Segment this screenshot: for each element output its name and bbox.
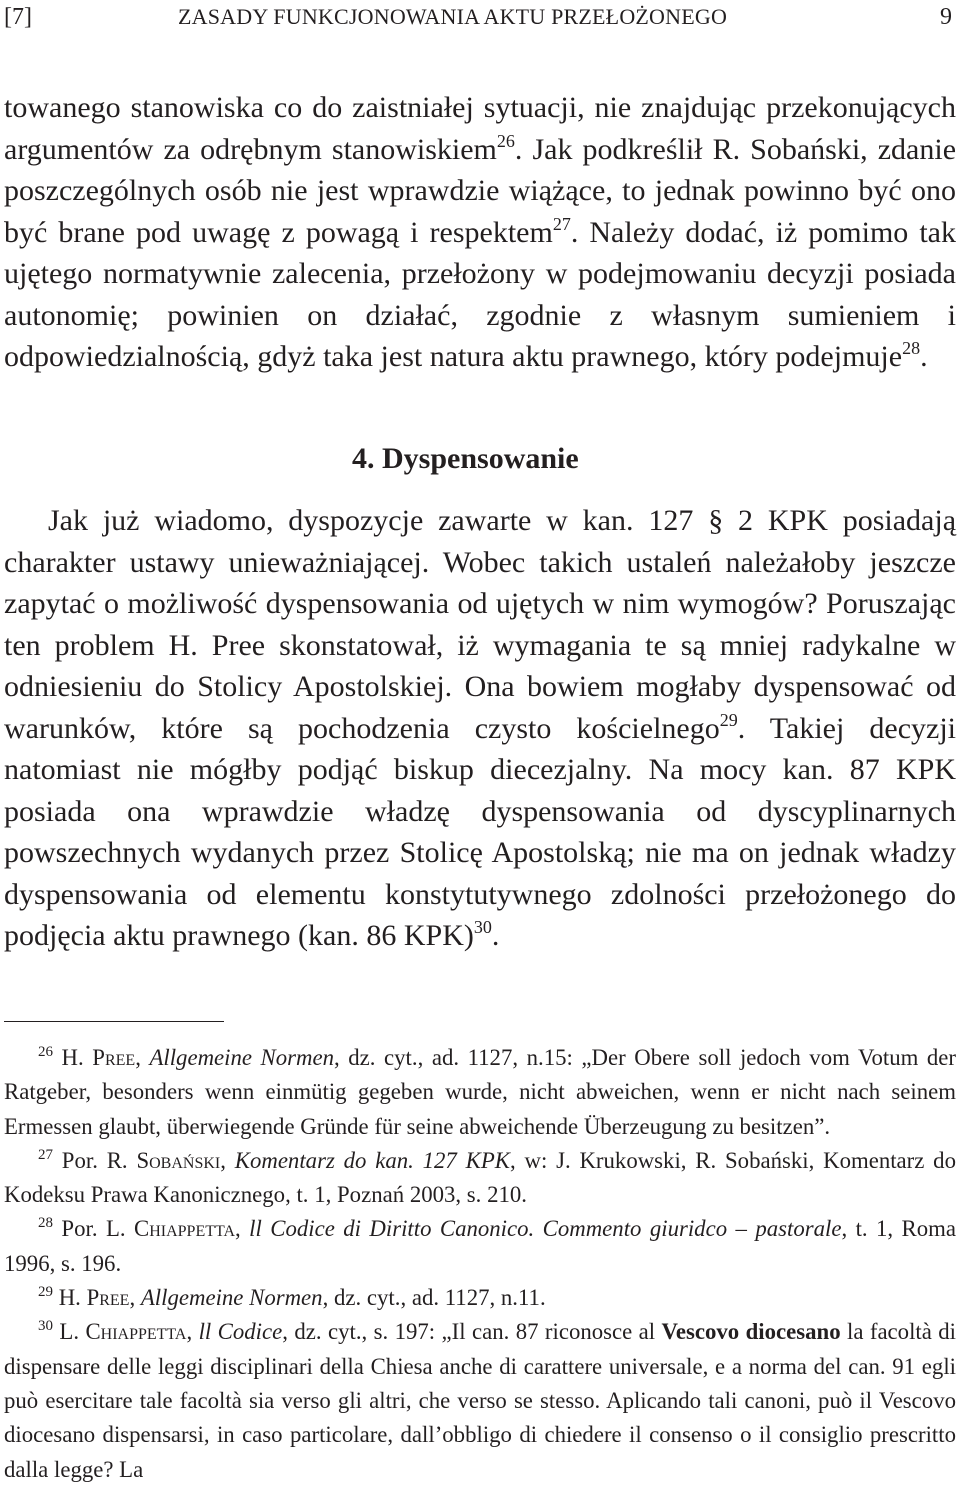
text-run: . Takiej decyzji natomiast nie mógłby podjąć biskup diecezjalny. Na mocy kan. 87 KPK posiada ona wprawdzie władzę dyspensowania od dyscyplinarnych powszechnych wydanych przez Stolicę Apostolską; nie ma on jednak władzy dyspensowania od elementu konstytutywnego zdolności przełożonego do podjęcia aktu prawnego (kan. 86 KPK) [4, 711, 956, 952]
text-run: towanego stanowiska co do zaistniałej sytuacji, nie znajdując przekonujących argumentów za odrębnym stanowiskiem [4, 91, 956, 166]
footnote-ref[interactable]: 30 [473, 917, 492, 937]
work-title: Allgemeine Normen [149, 1045, 335, 1070]
footnote-ref[interactable]: 26 [496, 130, 515, 151]
text-run: , [220, 1147, 235, 1173]
footnote-ref[interactable]: 29 [719, 709, 738, 730]
section-number: [7] [4, 4, 32, 30]
author-name: Chiappetta [85, 1319, 187, 1345]
text-run: , dz. cyt., ad. 1127, n.11. [322, 1285, 546, 1311]
footnote-29 [4, 1281, 956, 1315]
text-run: 2 KPK posiadają charakter ustawy unieważniającej. Wobec takich ustaleń należałoby jeszcze zapytać o możliwość dyspensowania od ujętych w nim wymogów? Poruszając ten problem H. Pree skonstatował, iż wymagania te są mniej radykalne w odniesieniu do Stolicy Apostolskiej. Ona bowiem mogłaby dyspensować od warunków, które są pochodzenia czysto kościelnego [4, 504, 957, 745]
work-title: Komentarz do kan. 127 KPK [234, 1147, 510, 1173]
text-run: . [920, 340, 928, 373]
author-name: Pree [86, 1285, 130, 1311]
section-sign: § [708, 504, 724, 537]
footnote-ref[interactable]: 27 [552, 213, 571, 234]
author-name: Chiappetta [134, 1216, 236, 1242]
work-title: Allgemeine Normen [140, 1285, 323, 1311]
footnote-ref[interactable]: 28 [902, 338, 921, 358]
text-run: , dz. cyt., ad. 1127, n.15: „Der Obere soll jedoch vom Votum der Ratgeber, besonders wenn einmütig gegeben wurde, nicht abweichen, wenn er nicht nach seinem Ermessen glaubt, überwiegende Gründe für seine abweichende Überzeugung zu besitzen”. [4, 1045, 957, 1139]
text-run: . Należy dodać, iż pomimo tak ujętego normatywnie zalecenia, przełożony w podejmowaniu decyzji posiada autonomię; powinien on działać, zgodnie z własnym sumieniem i odpowiedzialnością, gdyż taka jest natura aktu prawnego, który podejmuje [4, 215, 956, 373]
footnote-separator [4, 1021, 224, 1022]
footnote-number: 27 [38, 1146, 53, 1163]
text-run: la facoltà di dispensare delle leggi disciplinari della Chiesa anche di carattere universale, e a norma del can. 91 egli può esercitare tale facoltà sia verso gli altri, che verso se stesso. Aplicando tali canoni, può il Vescovo diocesano dispensarsi, in caso particolare, dall’obbligo di chiedere il consenso o il consiglio prescritto dalla legge? La [4, 1319, 956, 1482]
text-run: H. [53, 1045, 93, 1070]
text-run: Jak już wiadomo, dyspozycje zawarte w kan. 127 [48, 504, 709, 537]
text-run: , [186, 1319, 199, 1345]
text-run: , [129, 1285, 141, 1311]
text-run: L. [53, 1319, 86, 1345]
footnote-28 [4, 1212, 956, 1281]
emphasis-bold: Vescovo diocesano [661, 1319, 841, 1345]
paragraph-continued [4, 87, 956, 378]
running-header [0, 0, 960, 40]
text-run: . Jak podkreślił R. Sobański, zdanie poszczególnych osób nie jest wprawdzie wiążące, to jednak powinno być ono być brane pod uwagę z powagą i respektem [4, 132, 957, 249]
footnotes [4, 1041, 956, 1487]
work-title: ll Codice di Diritto Canonico. Commento giuridco – pastorale [249, 1216, 842, 1242]
author-name: Sobański [136, 1147, 221, 1173]
running-title: ZASADY FUNKCJONOWANIA AKTU PRZEŁOŻONEGO [178, 4, 728, 29]
footnote-26 [4, 1041, 956, 1144]
paragraph-dyspensowanie [4, 500, 956, 957]
text-run: H. [53, 1285, 87, 1311]
text-run: , [135, 1045, 150, 1070]
author-name: Pree [92, 1045, 136, 1070]
text-run: Por. R. [53, 1147, 137, 1173]
text-run: . [491, 919, 500, 952]
footnote-27 [4, 1144, 956, 1213]
footnote-number: 26 [38, 1044, 53, 1060]
footnote-30 [4, 1315, 956, 1486]
text-run: , t. 1, Roma 1996, s. 196. [4, 1216, 956, 1276]
text-run: , [235, 1216, 250, 1242]
text-run: , w: J. Krukowski, R. Sobański, Komentarz do Kodeksu Prawa Kanonicznego, t. 1, Poznań 2003, s. 210. [4, 1147, 956, 1208]
footnote-number: 30 [38, 1318, 53, 1335]
footnote-number: 28 [38, 1215, 53, 1232]
footnote-number: 29 [38, 1284, 53, 1301]
page-number: 9 [940, 4, 952, 30]
work-title: ll Codice [198, 1319, 283, 1345]
text-run: , dz. cyt., s. 197: „Il can. 87 riconosce al [282, 1319, 662, 1345]
text-run: Por. L. [53, 1216, 134, 1242]
section-heading: 4. Dyspensowanie [352, 442, 579, 475]
